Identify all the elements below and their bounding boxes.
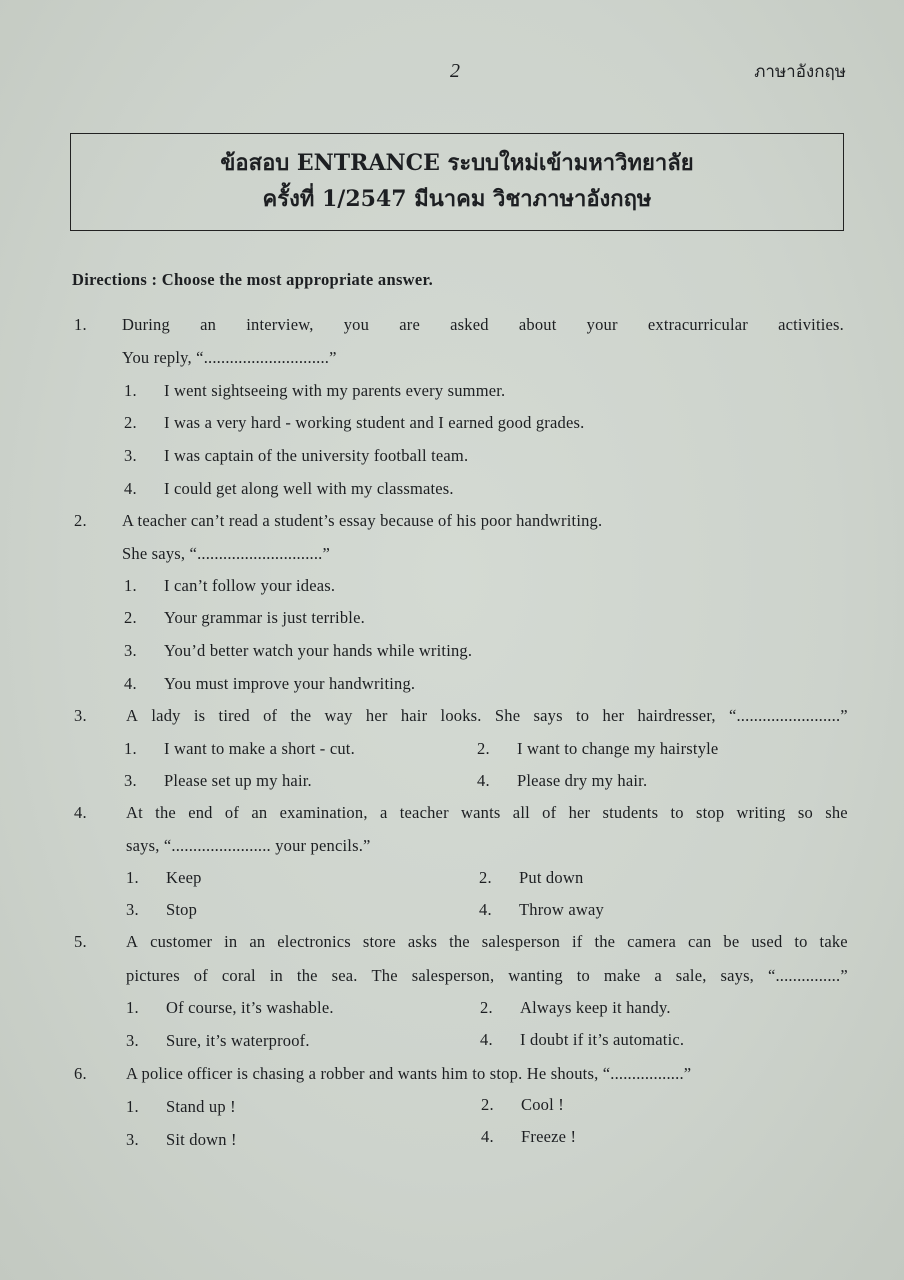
option bbox=[126, 1130, 237, 1150]
word: her bbox=[568, 803, 591, 822]
word: her bbox=[365, 706, 388, 725]
option-number: 3. bbox=[126, 900, 139, 919]
word: A bbox=[126, 932, 139, 951]
option-number: 4. bbox=[477, 771, 490, 790]
option bbox=[124, 381, 505, 401]
word: asks bbox=[407, 932, 438, 951]
option-number: 3. bbox=[126, 1130, 139, 1149]
word: The bbox=[371, 966, 398, 985]
word: a bbox=[654, 966, 662, 985]
option-text: Stand up ! bbox=[166, 1097, 236, 1116]
option-text: You’d better watch your hands while writing. bbox=[164, 641, 473, 660]
option-number: 1. bbox=[124, 739, 137, 758]
option bbox=[124, 608, 365, 628]
option-text: Please dry my hair. bbox=[517, 771, 648, 790]
option-number: 1. bbox=[124, 576, 137, 595]
word: looks. bbox=[440, 706, 482, 725]
word: lady bbox=[151, 706, 181, 725]
option-text: I doubt if it’s automatic. bbox=[520, 1030, 685, 1049]
question-text: You reply, “.............................” bbox=[122, 348, 337, 367]
word: hairdresser, bbox=[637, 706, 716, 725]
word: sale, bbox=[675, 966, 707, 985]
word: store bbox=[362, 932, 396, 951]
word: to bbox=[576, 706, 590, 725]
word: to bbox=[576, 966, 590, 985]
header-subject: ภาษาอังกฤษ bbox=[754, 62, 846, 82]
word: take bbox=[819, 932, 848, 951]
question-text bbox=[126, 803, 848, 823]
question-number: 4. bbox=[74, 803, 87, 822]
title-line-2: ครั้งที่ 1/2547 มีนาคม วิชาภาษาอังกฤษ bbox=[262, 186, 652, 212]
question-number: 3. bbox=[74, 706, 87, 725]
word: an bbox=[200, 315, 217, 334]
word: an bbox=[251, 803, 268, 822]
word: students bbox=[602, 803, 659, 822]
word: the bbox=[594, 932, 616, 951]
option-number: 1. bbox=[126, 868, 139, 887]
question-number: 5. bbox=[74, 932, 87, 951]
option-text: Throw away bbox=[519, 900, 604, 919]
option-text: Sure, it’s waterproof. bbox=[166, 1031, 310, 1050]
word: used bbox=[751, 932, 783, 951]
option bbox=[124, 771, 312, 791]
option bbox=[124, 739, 355, 759]
question-text: She says, “.............................” bbox=[122, 544, 331, 563]
word: all bbox=[512, 803, 530, 822]
option-text: Cool ! bbox=[521, 1095, 564, 1114]
option-text: I was a very hard - working student and I earned good grades. bbox=[164, 413, 585, 432]
word: about bbox=[518, 315, 557, 334]
word: your bbox=[586, 315, 618, 334]
word: the bbox=[449, 932, 470, 951]
option-number: 4. bbox=[124, 674, 137, 693]
word: customer bbox=[150, 932, 213, 951]
option bbox=[126, 1097, 236, 1117]
option bbox=[477, 771, 647, 791]
page-number: 2 bbox=[450, 60, 460, 82]
option-number: 2. bbox=[124, 413, 137, 432]
option bbox=[479, 900, 604, 920]
word: electronics bbox=[277, 932, 351, 951]
question-text bbox=[122, 315, 844, 335]
option-number: 1. bbox=[126, 1097, 139, 1116]
directions: Directions : Choose the most appropriate answer. bbox=[72, 270, 434, 289]
option bbox=[479, 868, 583, 888]
word: to bbox=[670, 803, 684, 822]
option-text: I could get along well with my classmates. bbox=[164, 479, 454, 498]
word: wants bbox=[461, 803, 501, 822]
question-text bbox=[126, 706, 848, 726]
option-text: I want to make a short - cut. bbox=[164, 739, 355, 758]
option bbox=[124, 641, 472, 661]
word: if bbox=[572, 932, 583, 951]
option bbox=[126, 998, 334, 1018]
word: in bbox=[224, 932, 238, 951]
option bbox=[124, 479, 454, 499]
option-text: I want to change my hairstyle bbox=[517, 739, 719, 758]
option-text: Of course, it’s washable. bbox=[166, 998, 334, 1017]
option-number: 4. bbox=[481, 1127, 494, 1146]
word: of bbox=[193, 966, 208, 985]
word: are bbox=[399, 315, 420, 334]
word: an bbox=[249, 932, 266, 951]
word: writing bbox=[736, 803, 786, 822]
word: so bbox=[797, 803, 813, 822]
word: pictures bbox=[126, 966, 180, 985]
question-text bbox=[126, 932, 848, 952]
option-number: 1. bbox=[124, 381, 137, 400]
option-number: 4. bbox=[480, 1030, 493, 1049]
option-text: Please set up my hair. bbox=[164, 771, 312, 790]
word: make bbox=[603, 966, 641, 985]
option bbox=[481, 1095, 564, 1115]
option-text: You must improve your handwriting. bbox=[164, 674, 416, 693]
word: you bbox=[343, 315, 370, 334]
option-number: 2. bbox=[480, 998, 493, 1017]
word: “...............” bbox=[767, 966, 848, 985]
word: salesperson, bbox=[411, 966, 495, 985]
word: says, bbox=[720, 966, 755, 985]
option-number: 3. bbox=[126, 1031, 139, 1050]
option-text: I went sightseeing with my parents every summer. bbox=[164, 381, 506, 400]
option-number: 2. bbox=[479, 868, 492, 887]
question-text: A police officer is chasing a robber and wants him to stop. He shouts, “.................” bbox=[126, 1064, 692, 1083]
question-number: 1. bbox=[74, 315, 87, 334]
word: During bbox=[122, 315, 170, 334]
option-text: Put down bbox=[519, 868, 584, 887]
word: salesperson bbox=[481, 932, 561, 951]
word: of bbox=[224, 803, 240, 822]
word: the bbox=[290, 706, 312, 725]
word: asked bbox=[450, 315, 489, 334]
option bbox=[124, 413, 584, 433]
word: says bbox=[533, 706, 563, 725]
word: a bbox=[379, 803, 388, 822]
word: wanting bbox=[508, 966, 563, 985]
title-box bbox=[70, 133, 844, 231]
question-number: 2. bbox=[74, 511, 87, 530]
option bbox=[480, 1030, 684, 1050]
word: interview, bbox=[246, 315, 314, 334]
word: coral bbox=[221, 966, 256, 985]
word: the bbox=[296, 966, 318, 985]
word: be bbox=[723, 932, 740, 951]
option-number: 3. bbox=[124, 446, 137, 465]
option-number: 1. bbox=[126, 998, 139, 1017]
option-number: 2. bbox=[124, 608, 137, 627]
option bbox=[124, 674, 415, 694]
word: end bbox=[188, 803, 213, 822]
option-text: Always keep it handy. bbox=[520, 998, 671, 1017]
option bbox=[480, 998, 671, 1018]
question-text bbox=[126, 966, 848, 986]
word: is bbox=[193, 706, 206, 725]
word: She bbox=[494, 706, 521, 725]
option bbox=[481, 1127, 576, 1147]
word: activities. bbox=[778, 315, 844, 334]
word: of bbox=[263, 706, 278, 725]
option-number: 3. bbox=[124, 771, 137, 790]
word: of bbox=[542, 803, 557, 822]
word: A bbox=[126, 706, 139, 725]
word: in bbox=[269, 966, 283, 985]
word: she bbox=[825, 803, 848, 822]
word: “........................” bbox=[728, 706, 848, 725]
option bbox=[477, 739, 718, 759]
option-text: Your grammar is just terrible. bbox=[164, 608, 365, 627]
option-text: Keep bbox=[166, 868, 202, 887]
word: way bbox=[324, 706, 353, 725]
option-text: Sit down ! bbox=[166, 1130, 237, 1149]
option bbox=[126, 900, 197, 920]
option-number: 2. bbox=[477, 739, 490, 758]
word: hair bbox=[400, 706, 428, 725]
question-text: A teacher can’t read a student’s essay because of his poor handwriting. bbox=[122, 511, 603, 530]
word: can bbox=[687, 932, 712, 951]
option-text: Stop bbox=[166, 900, 198, 919]
option bbox=[126, 868, 202, 888]
option-number: 2. bbox=[481, 1095, 494, 1114]
option-number: 4. bbox=[479, 900, 492, 919]
option-number: 4. bbox=[124, 479, 137, 498]
word: camera bbox=[627, 932, 676, 951]
title-line-1: ข้อสอบ ENTRANCE ระบบใหม่เข้ามหาวิทยาลัย bbox=[220, 150, 694, 176]
word: sea. bbox=[331, 966, 358, 985]
word: extracurricular bbox=[647, 315, 748, 334]
option bbox=[124, 576, 335, 596]
word: the bbox=[155, 803, 176, 822]
option-text: Freeze ! bbox=[521, 1127, 577, 1146]
word: At bbox=[126, 803, 143, 822]
option bbox=[126, 1031, 310, 1051]
option-number: 3. bbox=[124, 641, 137, 660]
option bbox=[124, 446, 468, 466]
option-text: I can’t follow your ideas. bbox=[164, 576, 336, 595]
question-number: 6. bbox=[74, 1064, 87, 1083]
word: tired bbox=[218, 706, 250, 725]
option-text: I was captain of the university football team. bbox=[164, 446, 469, 465]
word: teacher bbox=[399, 803, 449, 822]
question-text: says, “....................... your pencils.” bbox=[126, 836, 371, 855]
word: her bbox=[602, 706, 625, 725]
word: examination, bbox=[279, 803, 368, 822]
word: stop bbox=[695, 803, 725, 822]
word: to bbox=[794, 932, 808, 951]
